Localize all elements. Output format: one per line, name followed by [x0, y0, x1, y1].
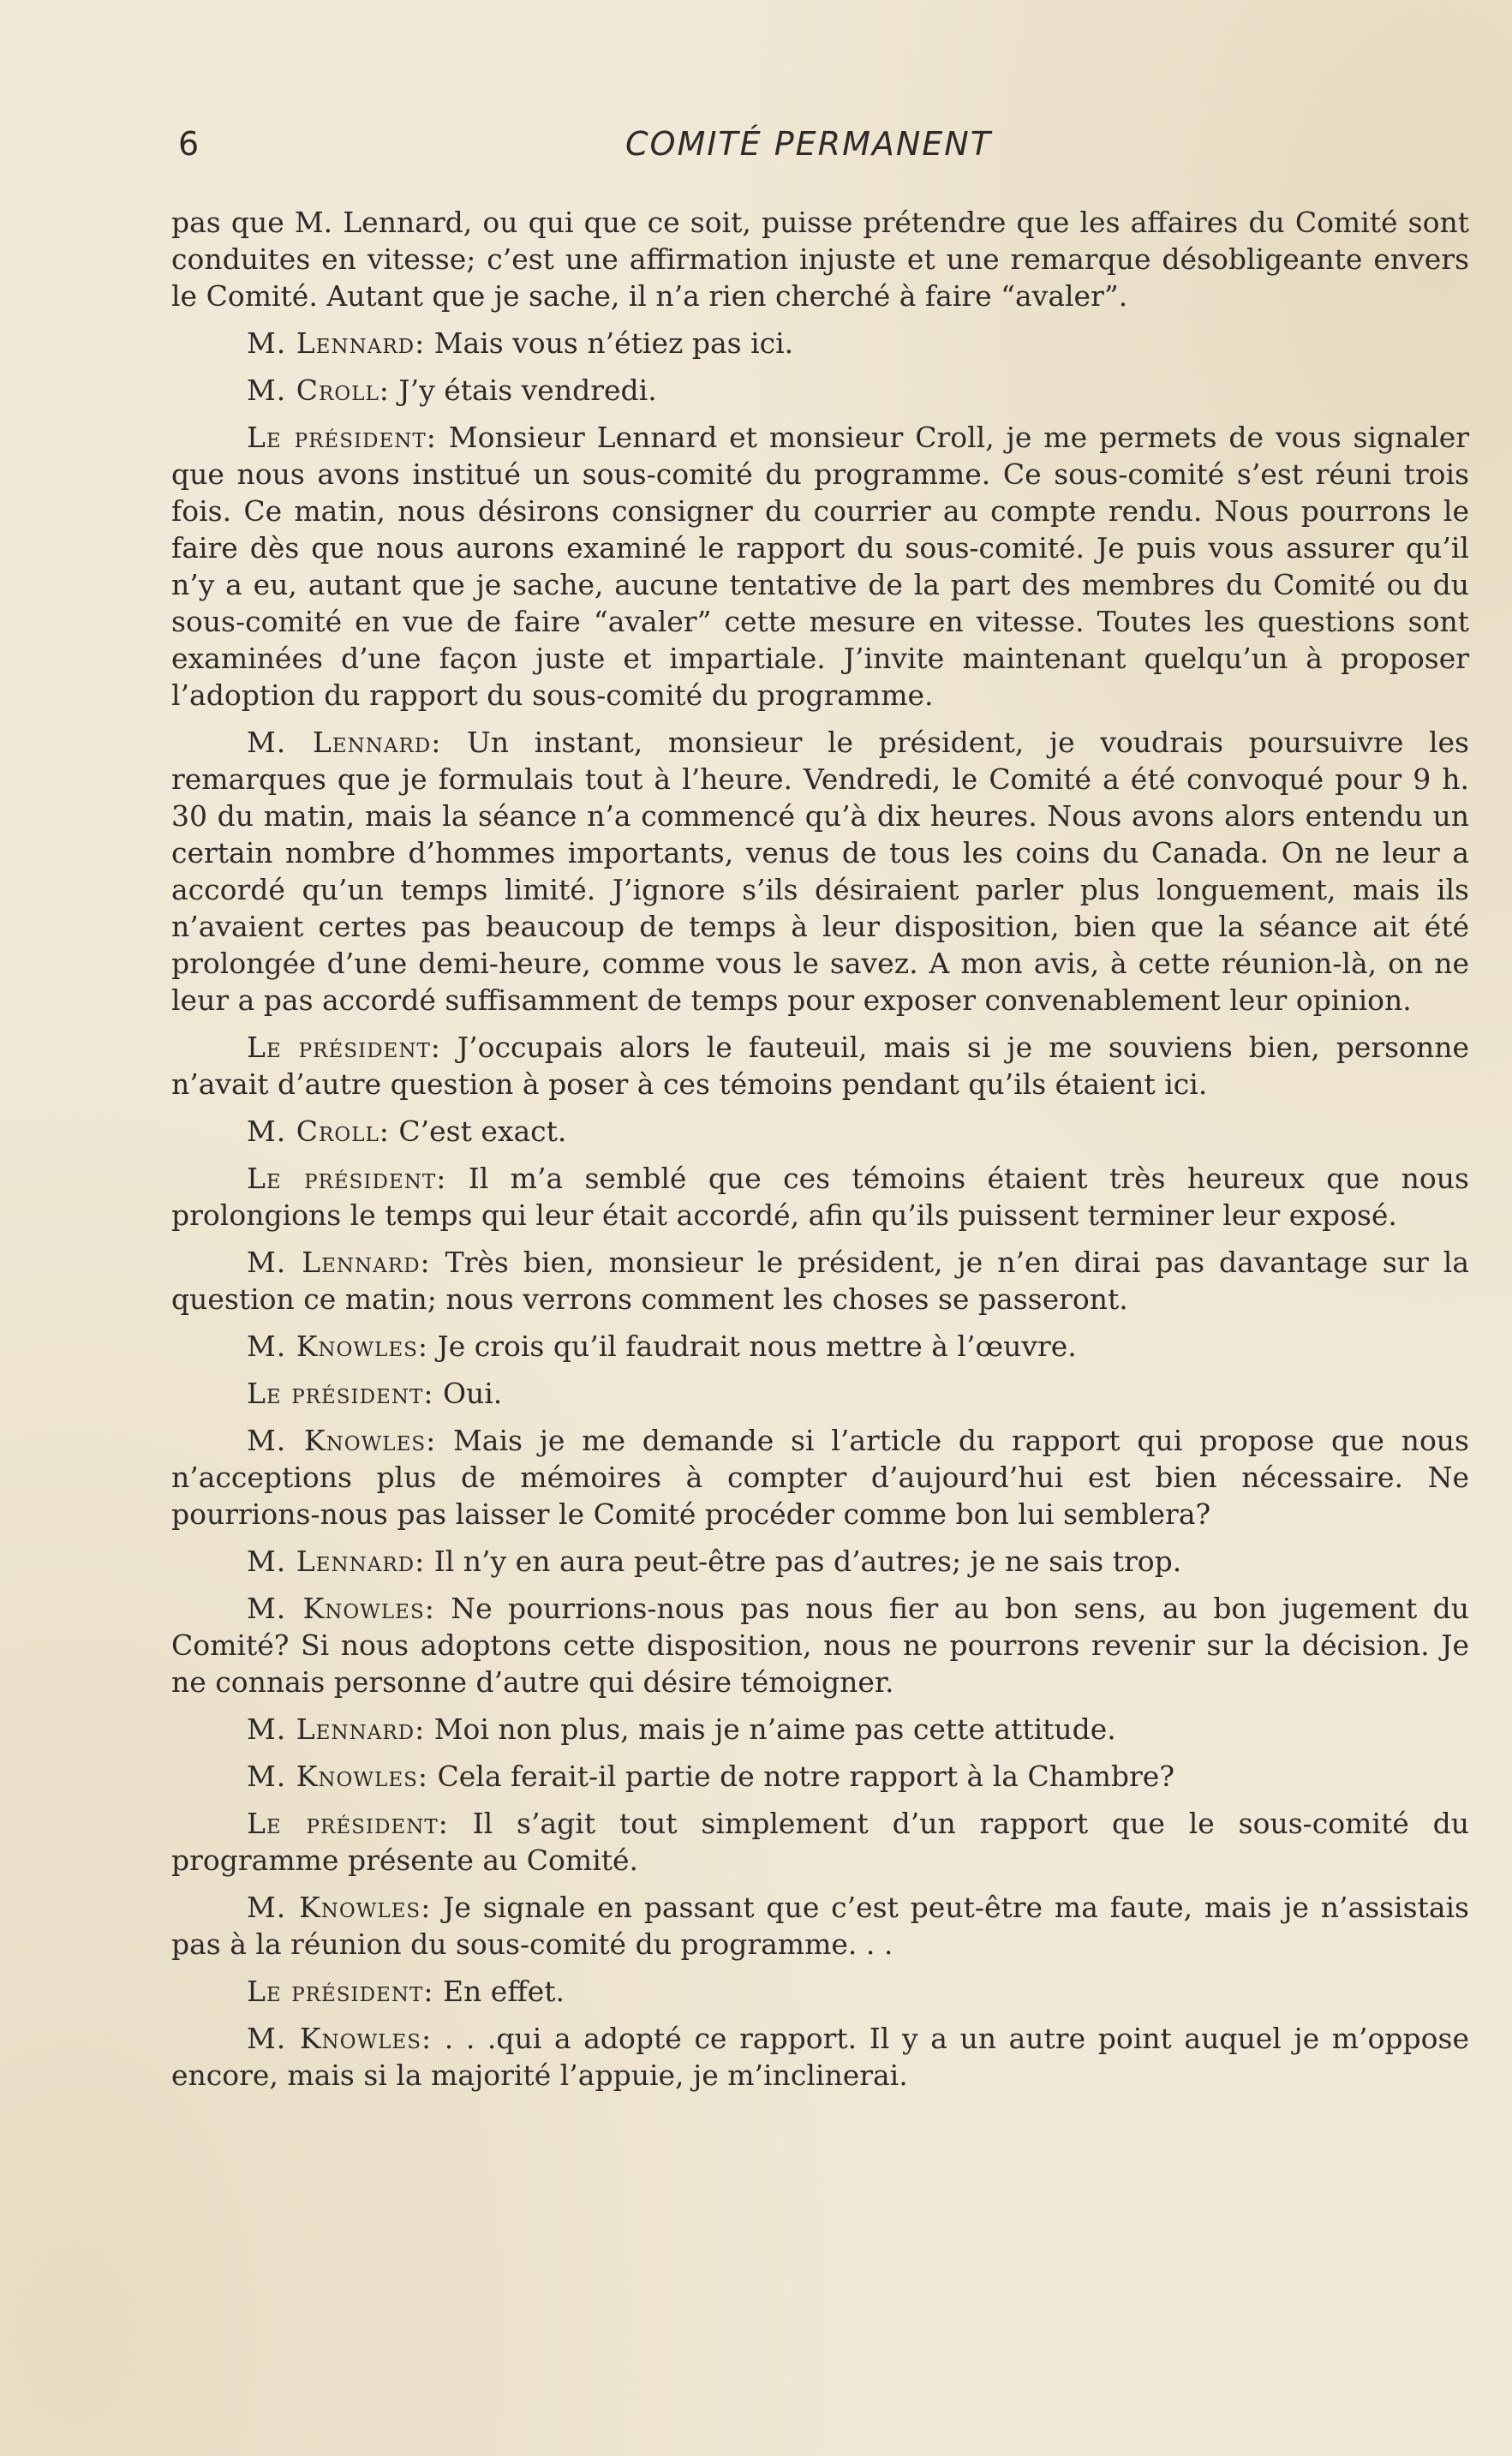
paragraph-text: pas que M. Lennard, ou qui que ce soit, puisse prétendre que les affaires du Comité sont conduites en vitesse; c’est une affirmation injuste et une remarque désobligeante envers le Comité. Autant que je sache, il n’a rien cherché à faire “avaler”.: [171, 206, 1469, 313]
speaker-name: M. Croll:: [247, 373, 390, 407]
paragraph-croll: [171, 372, 1469, 409]
speaker-name: M. Knowles:: [247, 2022, 433, 2055]
speaker-name: M. Lennard:: [247, 1246, 431, 1279]
paragraph-lennard: [171, 724, 1469, 1019]
speaker-name: Le président:: [247, 1975, 434, 2008]
speaker-name: Le président:: [247, 1031, 441, 1064]
page-number: 6: [178, 125, 200, 163]
speaker-name: M. Knowles:: [247, 1592, 435, 1625]
speaker-name: M. Lennard:: [247, 1545, 426, 1578]
paragraph-text: Je signale en passant que c’est peut-être ma faute, mais je n’assistais pas à la réunion du sous-comité du programme. . .: [171, 1891, 1469, 1961]
paragraph-knowles: [171, 1422, 1469, 1533]
paragraph-text: Oui.: [442, 1377, 503, 1410]
speaker-name: M. Knowles:: [247, 1424, 437, 1457]
paragraph-text: Ne pourrions-nous pas nous fier au bon sens, au bon jugement du Comité? Si nous adoptons cette disposition, nous ne pourrons revenir sur la décision. Je ne connais personne d’autre qui désire témoigner.: [171, 1592, 1470, 1699]
paragraph-text: Un instant, monsieur le président, je voudrais poursuivre les remarques que je formulais tout à l’heure. Vendredi, le Comité a été convoqué pour 9 h. 30 du matin, mais la séance n’a commencé qu’à dix heures. Nous avons alors entendu un certain nombre d’hommes importants, venus de tous les coins du Canada. On ne leur a accordé qu’un temps limité. J’ignore s’ils désiraient parler plus longuement, mais ils n’avaient certes pas beaucoup de temps à leur disposition, bien que la séance ait été prolongée d’une demi-heure, comme vous le savez. A mon avis, à cette réunion-là, on ne leur a pas accordé suffisamment de temps pour exposer convenablement leur opinion.: [171, 726, 1469, 1017]
paragraph-text: Il s’agit tout simplement d’un rapport que le sous-comité du programme présente au Comité.: [171, 1807, 1469, 1877]
paragraph-continuation: [171, 204, 1469, 314]
paragraph-text: C’est exact.: [398, 1114, 567, 1148]
transcript-body: [171, 204, 1469, 2104]
paragraph-president: [171, 1973, 1469, 2010]
paragraph-text: J’occupais alors le fauteuil, mais si je me souviens bien, personne n’avait d’autre question à poser à ces témoins pendant qu’ils étaient ici.: [171, 1031, 1469, 1101]
speaker-name: M. Lennard:: [247, 326, 426, 360]
paragraph-text: Très bien, monsieur le président, je n’en dirai pas davantage sur la question ce matin; nous verrons comment les choses se passeront.: [171, 1246, 1469, 1316]
paragraph-knowles: [171, 1328, 1469, 1365]
paragraph-text: Mais je me demande si l’article du rapport qui propose que nous n’acceptions plus de mémoires à compter d’aujourd’hui est bien nécessaire. Ne pourrions-nous pas laisser le Comité procéder comme bon lui semblera?: [171, 1424, 1469, 1531]
paragraph-knowles: [171, 1758, 1469, 1795]
speaker-name: Le président:: [247, 1807, 449, 1840]
paragraph-knowles: [171, 1889, 1469, 1963]
paragraph-lennard: [171, 1543, 1469, 1580]
paragraph-text: En effet.: [442, 1975, 565, 2008]
paragraph-text: Il n’y en aura peut-être pas d’autres; je ne sais trop.: [433, 1545, 1182, 1578]
paragraph-text: Monsieur Lennard et monsieur Croll, je me permets de vous signaler que nous avons institué un sous-comité du programme. Ce sous-comité s’est réuni trois fois. Ce matin, nous désirons consigner du courrier au compte rendu. Nous pourrons le faire dès que nous aurons examiné le rapport du sous-comité. Je puis vous assurer qu’il n’y a eu, autant que je sache, aucune tentative de la part des membres du Comité ou du sous-comité en vue de faire “avaler” cette mesure en vitesse. Toutes les questions sont examinées d’une façon juste et impartiale. J’invite maintenant quelqu’un à proposer l’adoption du rapport du sous-comité du programme.: [171, 421, 1469, 712]
paragraph-president: [171, 1805, 1469, 1879]
paragraph-text: Cela ferait-il partie de notre rapport à la Chambre?: [437, 1760, 1175, 1793]
speaker-name: M. Knowles:: [247, 1330, 428, 1363]
speaker-name: M. Knowles:: [247, 1891, 432, 1924]
speaker-name: Le président:: [247, 421, 437, 454]
page-header: [171, 120, 1473, 171]
speaker-name: M. Knowles:: [247, 1760, 428, 1793]
paragraph-president: [171, 1375, 1469, 1412]
speaker-name: Le président:: [247, 1162, 447, 1195]
paragraph-president: [171, 1029, 1469, 1103]
paragraph-lennard: [171, 1711, 1469, 1748]
paragraph-president: [171, 419, 1469, 714]
speaker-name: M. Croll:: [247, 1114, 390, 1148]
speaker-name: M. Lennard:: [247, 726, 442, 759]
paragraph-lennard: [171, 325, 1469, 362]
running-head: COMITÉ PERMANENT: [625, 125, 992, 163]
paragraph-text: J’y étais vendredi.: [398, 373, 657, 407]
paragraph-knowles: [171, 1590, 1469, 1700]
paragraph-lennard: [171, 1244, 1469, 1318]
paragraph-knowles: [171, 2020, 1469, 2094]
paragraph-text: . . .qui a adopté ce rapport. Il y a un autre point auquel je m’oppose encore, mais si la majorité l’appuie, je m’inclinerai.: [171, 2022, 1469, 2092]
paragraph-text: Il m’a semblé que ces témoins étaient très heureux que nous prolongions le temps qui leur était accordé, afin qu’ils puissent terminer leur exposé.: [171, 1162, 1469, 1232]
paragraph-text: Mais vous n’étiez pas ici.: [433, 326, 794, 360]
paragraph-text: Je crois qu’il faudrait nous mettre à l’œuvre.: [437, 1330, 1077, 1363]
paragraph-president: [171, 1160, 1469, 1234]
paragraph-text: Moi non plus, mais je n’aime pas cette attitude.: [433, 1712, 1116, 1746]
speaker-name: Le président:: [247, 1377, 434, 1410]
paragraph-croll: [171, 1113, 1469, 1150]
speaker-name: M. Lennard:: [247, 1712, 426, 1746]
